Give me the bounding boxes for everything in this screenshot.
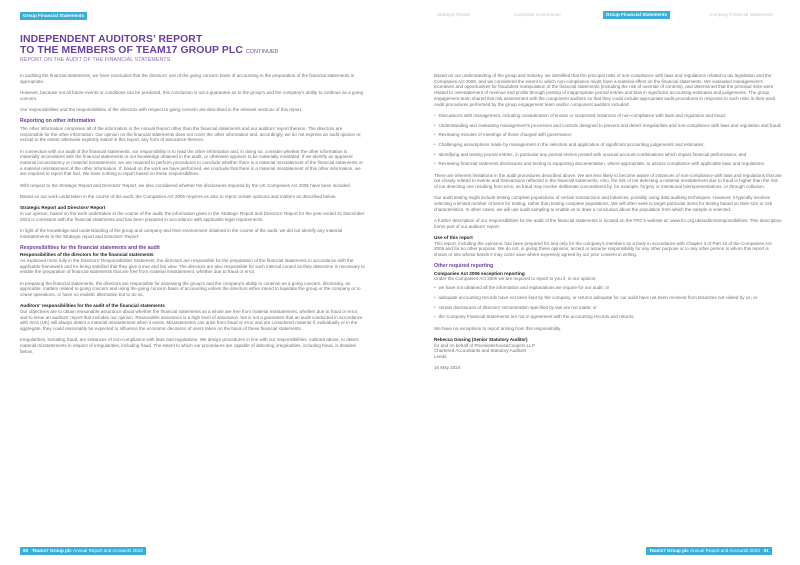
paragraph: The other information comprises all of the information in the Annual Report other than the financial statements and our auditors’ report thereon. The directors are responsible for the other information. Our opinion on the financial statements does not cover the other information and, accordingly, we do not express an audit opinion or, except to the extent otherwise explicitly stated in this report, any form of assurance thereon. — [20, 125, 362, 143]
page-number-left: 60 — [23, 548, 29, 553]
paragraph: Our responsibilities and the responsibilities of the directors with respect to going concern are described in the relevant sections of this report. — [20, 107, 303, 112]
section-tag: Group Financial Statements — [20, 12, 87, 20]
heading-strategic-report: Strategic Report and Directors’ Report — [20, 205, 106, 211]
paragraph: In connection with our audit of the financial statements, our responsibility is to read the other information and, in doing so, consider whether the other information is materially inconsistent with the financial statements or our knowledge obtained in the audit, or otherwise appears to be materially misstated. If we identify an apparent material inconsistency or material misstatement, we are required to perform procedures to conclude whether there is a material misstatement of the financial statements or a material misstatement of the other information. If, based on the work we have performed, we conclude that there is a material misstatement of this other information, we are required to report that fact. We have nothing to report based on these responsibilities. — [20, 148, 363, 177]
signature-line: Chartered Accountants and Statutory Auditors — [434, 348, 527, 354]
paragraph: There are inherent limitations in the audit procedures described above. We are less likely to become aware of instances of non-compliance with laws and regulations that are not closely related to events and transactions reflected in the financial statements. Also, the risk of not detecting a material misstatement due to fraud is higher than the risk of not detecting one resulting from error, as fraud may involve deliberate concealment by, for example, forgery or intentional misrepresentations, or through collusion. — [434, 172, 782, 190]
paragraph: Based on our work undertaken in the course of the audit, the Companies Act 2006 requires us also to report certain opinions and matters as described below. — [20, 193, 337, 199]
paragraph: In light of the knowledge and understanding of the group and company and their environment obtained in the course of the audit, we did not identify any material misstatements in the Strategic report and Directors’ Report. — [20, 227, 343, 239]
heading-responsibilities: Responsibilities for the financial statements and the audit — [20, 244, 160, 251]
paragraph: However, because not all future events or conditions can be predicted, this conclusion is not a guarantee as to the group’s and the company’s ability to continue as a going concern. — [20, 90, 364, 101]
heading-auditors-responsibilities: Auditors’ responsibilities for the audit of the financial statements — [20, 303, 165, 309]
paragraph: A further description of our responsibilities for the audit of the financial statements is located on the FRC’s website at: www.frc.org.uk/auditorsresponsibilities. This description forms part of our auditors’ report. — [434, 218, 782, 229]
footer-company: Team17 Group plc — [649, 548, 689, 553]
auditor-name: Rebecca Gissing (Senior Statutory Auditor) — [434, 336, 528, 342]
title-line-2-text: TO THE MEMBERS OF TEAM17 GROUP PLC — [20, 45, 243, 56]
list-item: • Challenging assumptions made by management in the selection and application of significant accounting judgements and estimates; — [434, 142, 782, 148]
list-item: • we have not obtained all the information and explanations we require for our audit; or — [434, 285, 782, 291]
paragraph: Our objectives are to obtain reasonable assurance about whether the financial statements as a whole are free from material misstatement, whether due to fraud or error, and to issue an auditors’ report that includes our opinion. Reasonable assurance is a high level of assurance, but is not a guarantee that an audit conducted in accordance with ISAs (UK) will always detect a material misstatement when it exists. Misstatements can arise from fraud or error and are considered material if, individually or in the aggregate, they could reasonably be expected to influence the economic decisions of users taken on the basis of these financial statements. — [20, 308, 363, 331]
list-item: • adequate accounting records have not been kept by the company, or returns adequate for our audit have not been received from branches not visited by us; or — [434, 295, 782, 301]
list-item: • Reviewing financial statement disclosures and testing to supporting documentation, where appropriate, to assess compliance with applicable laws and regulations. — [434, 161, 782, 167]
paragraph: In our opinion, based on the work undertaken in the course of the audit, the information given in the Strategic Report and Directors’ Report for the year ended 31 December 2023 is consistent with the financial statements and has been prepared in accordance with applicable legal requirements. — [20, 210, 365, 222]
heading-other-required-reporting: Other required reporting — [434, 263, 494, 270]
page-title — [20, 34, 279, 58]
signature-line: Leeds — [434, 353, 447, 359]
footer-company: Team17 Group plc — [31, 548, 72, 553]
heading-directors-responsibilities: Responsibilities of the directors for the financial statements — [20, 252, 154, 258]
continued-label: CONTINUED — [245, 49, 279, 55]
paragraph: Our audit testing might include testing complete populations of certain transactions and balances, possibly using data auditing techniques. However, it typically involves selecting a limited number of items for testing, rather than testing complete populations. We will often seek to target particular items for testing based on their size or risk characteristics. In other cases, we will use audit sampling to enable us to draw a conclusion about the population from which the sample is selected. — [434, 195, 773, 212]
footer-report: Annual Report and Accounts 2023 — [690, 548, 760, 553]
paragraph: Under the Companies Act 2006 we are required to report to you if, in our opinion: — [434, 276, 597, 282]
left-column — [20, 73, 365, 360]
paragraph: We have no exceptions to report arising from this responsibility. — [434, 325, 562, 331]
right-column — [434, 73, 782, 377]
footer-left — [20, 547, 146, 555]
heading-other-information: Reporting on other information — [20, 118, 96, 125]
page-number-right: 61 — [763, 548, 769, 553]
list-item: • Understanding and evaluating management’s processes and controls designed to prevent and detect irregularities and non-compliance with laws and regulation and fraud; — [434, 123, 782, 129]
exception-list — [434, 285, 782, 320]
paragraph: As explained more fully in the Directors’ Responsibilities Statement, the directors are responsible for the preparation of the financial statements in accordance with the applicable framework and for being satisfied that they give a true and fair view. The directors are also responsible for such internal control as they determine is necessary to enable the preparation of financial statements that are free from material misstatement, whether due to fraud or error. — [20, 257, 365, 275]
footer-report: Annual Report and Accounts 2023 — [73, 548, 143, 553]
list-item: • Identifying and testing journal entries, in particular any journal entries posted with unusual account combinations which impact financial performance; and — [434, 152, 782, 158]
nav-tab-group-financial-statements[interactable]: Group Financial Statements — [603, 11, 670, 19]
list-item: • Discussions with management, including consideration of known or suspected instances of non-compliance with laws and regulation and fraud; — [434, 113, 782, 119]
list-item: • Reviewing minutes of meetings of those charged with governance; — [434, 132, 782, 138]
nav-tab-company-financial-statements[interactable]: Company Financial Statements — [709, 12, 773, 17]
paragraph: In auditing the financial statements, we have concluded that the directors’ use of the going concern basis of accounting in the preparation of the financial statements is appropriate. — [20, 73, 354, 84]
signature-line: for and on behalf of PricewaterhouseCoopers LLP — [434, 342, 535, 348]
report-date: 16 May 2024 — [434, 365, 461, 371]
page-subtitle: REPORT ON THE AUDIT OF THE FINANCIAL STATEMENTS — [20, 57, 171, 63]
footer-right — [646, 547, 772, 555]
paragraph: This report, including the opinions, has been prepared for and only for the company’s members as a body in accordance with Chapter 3 of Part 16 of the Companies Act 2006 and for no other purpose. We do not, in giving these opinions, accept or assume responsibility for any other purpose or to any other person to whom this report is shown or into whose hands it may come save where expressly agreed by our prior consent in writing. — [434, 240, 772, 258]
list-item: • the Company Financial Statements are not in agreement with the accounting records and returns. — [434, 314, 782, 320]
heading-use-of-report: Use of this report — [434, 235, 473, 241]
signature-block — [434, 337, 782, 360]
paragraph: Based on our understanding of the group and industry, we identified that the principal risks of non-compliance with laws and regulations related to tax legislation and the Companies Act 2006, and we considered the extent to which non-compliance might have a material effect on the financial statements. We evaluated management’s incentives and opportunities for fraudulent manipulation of the financial statements (including the risk of override of controls), and determined that the principal risks were related to overstatement of revenue and profits through posting of inappropriate journal entries and bias in significant accounting estimates and judgements. The group engagement team shared this risk assessment with the component auditors so that they could include appropriate audit procedures in response to such risks in their work. Audit procedures performed by the group engagement team and/or component auditors included: — [434, 73, 777, 107]
paragraph: Irregularities, including fraud, are instances of non-compliance with laws and regulations. We design procedures in line with our responsibilities, outlined above, to detect material misstatements in respect of irregularities, including fraud. The extent to which our procedures are capable of detecting irregularities, including fraud, is detailed below. — [20, 337, 359, 354]
nav-tab-corporate-governance[interactable]: Corporate Governance — [514, 12, 561, 17]
heading-exception-reporting: Companies Act 2006 exception reporting — [434, 270, 525, 276]
paragraph: With respect to the Strategic Report and Directors’ Report, we also considered whether the disclosures required by the UK Companies Act 2006 have been included. — [20, 182, 351, 188]
audit-procedures-list — [434, 113, 782, 167]
title-line-1: INDEPENDENT AUDITORS’ REPORT — [20, 34, 203, 45]
paragraph: In preparing the financial statements, the directors are responsible for assessing the group’s and the company’s ability to continue as a going concern, disclosing, as applicable, matters related to going concern and using the going concern basis of accounting unless the directors either intend to liquidate the group or the company or to cease operations, or have no realistic alternative but to do so. — [20, 280, 361, 297]
list-item: • certain disclosures of directors’ remuneration specified by law are not made; or — [434, 305, 782, 311]
nav-tab-strategic-report[interactable]: Strategic Report — [437, 12, 471, 17]
